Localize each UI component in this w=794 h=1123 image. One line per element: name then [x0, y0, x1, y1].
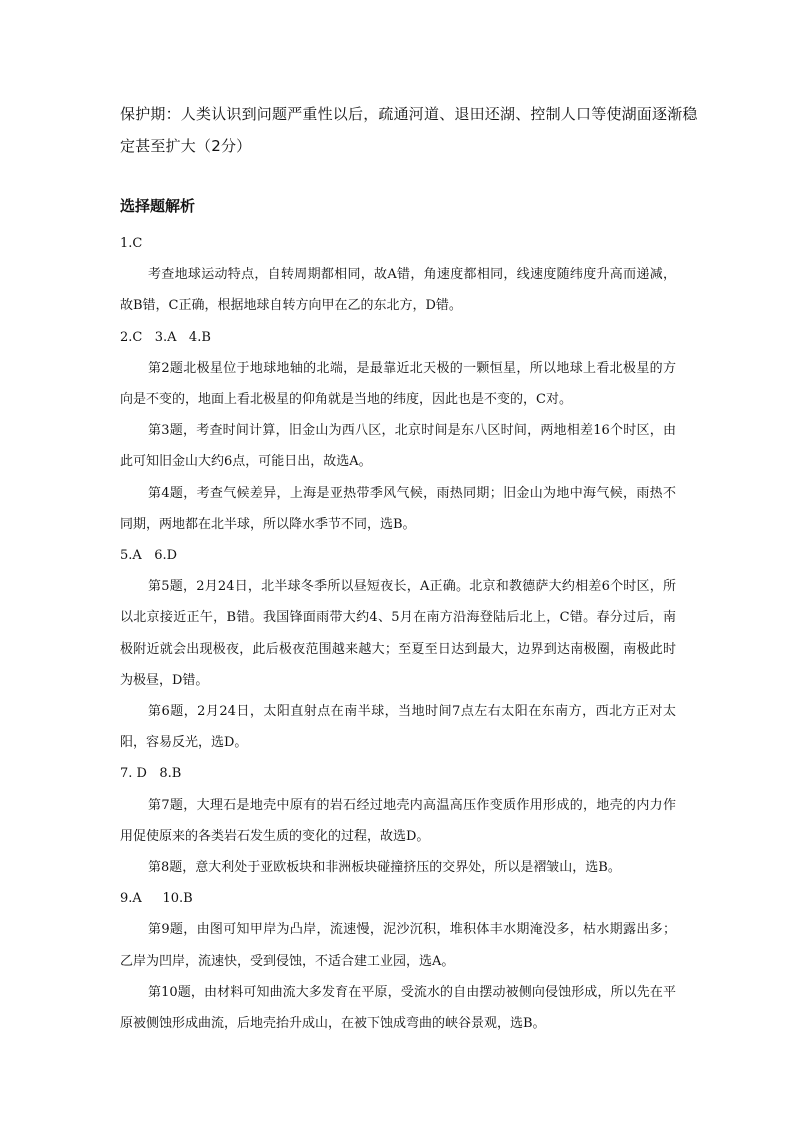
- explanation-q7: 第7题，大理石是地壳中原有的岩石经过地壳内高温高压作变质作用形成的，地壳的内力作用促使原来的各类岩石发生质的变化的过程，故选D。: [120, 797, 676, 844]
- explanation-q1: 考查地球运动特点，自转周期都相同，故A错，角速度都相同，线速度随纬度升高而递减，故B错，C正确，根据地球自转方向甲在乙的东北方，D错。: [120, 267, 676, 314]
- explanation-q9: 第9题，由图可知甲岸为凸岸，流速慢，泥沙沉积，堆积体丰水期淹没多，枯水期露出多；乙岸为凹岸，流速快，受到侵蚀，不适合建工业园，选A。: [120, 922, 676, 969]
- section-title: 选择题解析: [120, 197, 196, 215]
- answer-q5-6: 5.A 6.D: [120, 548, 178, 564]
- explanation-q8: 第8题，意大利处于亚欧板块和非洲板块碰撞挤压的交界处，所以是褶皱山，选B。: [148, 860, 621, 876]
- explanation-q2: 第2题北极星位于地球地轴的北端，是最靠近北天极的一颗恒星，所以地球上看北极星的方向是不变的，地面上看北极星的仰角就是当地的纬度，因此也是不变的，C对。: [120, 360, 676, 408]
- explanation-q4: 第4题，考查气候差异，上海是亚热带季风气候，雨热同期；旧金山为地中海气候，雨热不同期，两地都在北半球，所以降水季节不同，选B。: [120, 485, 676, 532]
- answer-q2-4: 2.C 3.A 4.B: [120, 329, 211, 345]
- intro-paragraph: 保护期：人类认识到问题严重性以后，疏通河道、退田还湖、控制人口等使湖面逐渐稳定甚至扩大（2分）: [120, 105, 698, 155]
- answer-q1: 1.C: [120, 236, 143, 251]
- explanation-q10: 第10题，由材料可知曲流大多发育在平原，受流水的自由摆动被侧向侵蚀形成，所以先在平原被侧蚀形成曲流，后地壳抬升成山，在被下蚀成弯曲的峡谷景观，选B。: [120, 984, 676, 1032]
- explanation-q5: 第5题，2月24日，北半球冬季所以昼短夜长，A正确。北京和教德萨大约相差6个时区，所以北京接近正午，B错。我国锋面雨带大约4、5月在南方沿海登陆后北上，C错。春分过后，南极附近就会出现极夜，此后极夜范围越来越大；至夏至日达到最大，边界到达南极圈，南极此时为极昼，D错。: [120, 579, 676, 688]
- explanation-q6: 第6题，2月24日，太阳直射点在南半球，当地时间7点左右太阳在东南方，西北方正对太阳，容易反光，选D。: [120, 704, 676, 751]
- answer-explanations: [120, 228, 676, 1039]
- explanation-q3: 第3题，考查时间计算，旧金山为西八区，北京时间是东八区时间，两地相差16个时区，由此可知旧金山大约6点，可能日出，故选A。: [120, 423, 676, 470]
- answer-q9-10: 9.A 10.B: [120, 891, 193, 907]
- answer-q7-8: 7. D 8.B: [120, 766, 182, 782]
